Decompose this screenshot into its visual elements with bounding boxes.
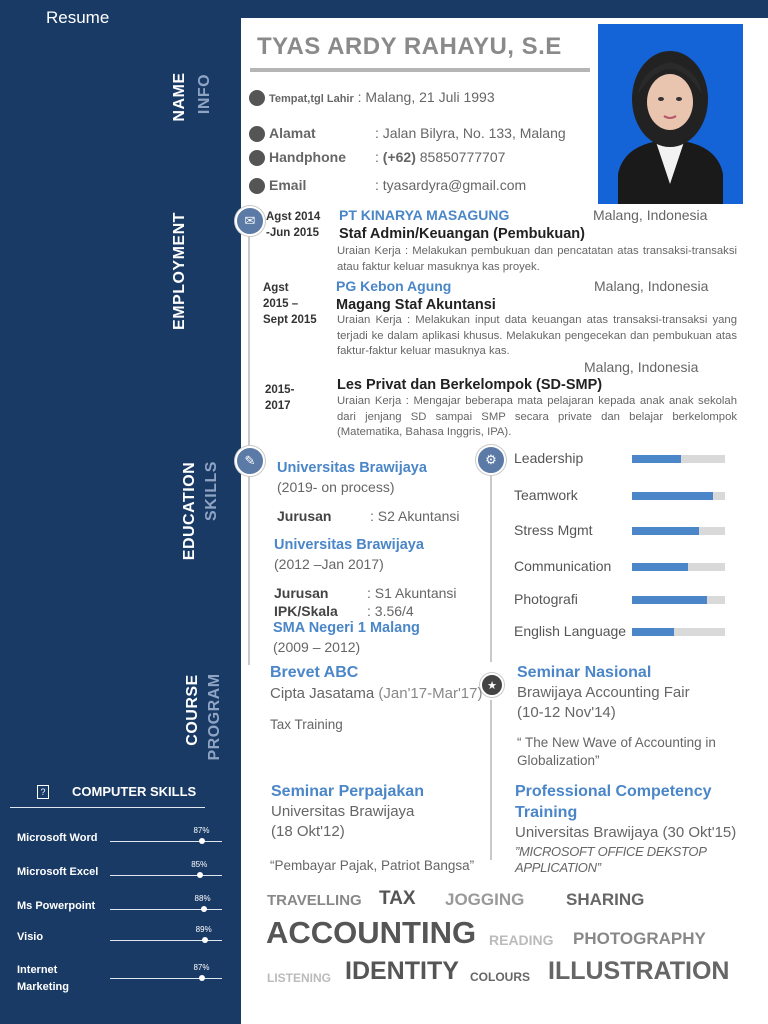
computer-skill-label: Microsoft Excel	[17, 866, 99, 878]
skill-bar-fill	[632, 596, 707, 604]
skill-bar-fill	[632, 563, 688, 571]
job2-date-line: 2015 –	[263, 298, 299, 310]
skill-bar	[632, 527, 725, 535]
school-name: SMA Negeri 1 Malang	[273, 620, 420, 636]
badge-icon: ★	[480, 673, 504, 697]
course3-quote: “Pembayar Pajak, Patriot Bangsa”	[270, 858, 475, 873]
computer-skill-percent: 87%	[193, 826, 210, 835]
computer-skill-label: Visio	[17, 931, 44, 943]
course2-title: Seminar Nasional	[517, 664, 652, 681]
job2-role: Magang Staf Akuntansi	[336, 297, 496, 313]
job2-date-line: Sept 2015	[263, 314, 317, 326]
interest-jogging: JOGGING	[445, 890, 525, 909]
job1-role: Staf Admin/Keuangan (Pembukuan)	[339, 226, 585, 242]
course1-title: Brevet ABC	[270, 664, 359, 681]
job2-date-line: Agst	[263, 282, 289, 294]
edu1-major: : S2 Akuntansi	[370, 508, 460, 524]
interest-colours: COLOURS	[470, 970, 530, 984]
interest-photography: PHOTOGRAPHY	[573, 929, 706, 948]
job3-role: Les Privat dan Berkelompok (SD-SMP)	[337, 377, 603, 393]
edu2-university: Universitas Brawijaya	[274, 537, 424, 553]
job1-location: Malang, Indonesia	[593, 207, 708, 223]
edu2-gpa: : 3.56/4	[367, 603, 414, 619]
job3-date-line: 2015-	[265, 384, 295, 396]
course1-note: Tax Training	[270, 717, 343, 732]
job3-location: Malang, Indonesia	[584, 359, 699, 375]
briefcase-icon: ✉	[235, 206, 265, 236]
course2-quote: “ The New Wave of Accounting in Globalization”	[517, 735, 716, 768]
interest-accounting: ACCOUNTING	[266, 915, 477, 950]
edu1-major-label: Jurusan	[277, 508, 332, 524]
phone-colon: :	[375, 149, 379, 165]
job2-date	[263, 280, 317, 328]
course4-org: Universitas Brawijaya (30 Okt'15)	[515, 824, 737, 841]
gears-icon: ⚙	[476, 445, 506, 475]
skill-label: Photografi	[514, 591, 578, 607]
skill-bar	[632, 596, 725, 604]
skill-bar-fill	[632, 527, 699, 535]
phone-row	[249, 149, 346, 166]
address-label: Alamat	[269, 125, 316, 141]
interest-identity: IDENTITY	[345, 957, 459, 985]
computer-skill-handle	[201, 906, 207, 912]
computer-skill-percent: 85%	[191, 860, 208, 869]
skill-label: English Language	[514, 623, 627, 639]
computer-skill-percent: 88%	[194, 894, 211, 903]
page-title: TYAS ARDY RAHAYU, S.E	[257, 33, 562, 60]
section-info-label: INFO	[196, 73, 213, 115]
interest-sharing: SHARING	[566, 890, 645, 909]
job2-desc: Uraian Kerja : Melakukan input data keuangan atas transaksi-transaksi yang terjadi ke dalam aplikasi khusus. Melakukan pengecekan dan pembukuan atas faktur-faktur keluar masuknya kas.	[337, 314, 737, 357]
computer-skills-title: COMPUTER SKILLS	[72, 784, 197, 799]
computer-skill-percent: 87%	[193, 963, 210, 972]
edu1-period: (2019- on process)	[277, 479, 395, 495]
address-value: : Jalan Bilyra, No. 133, Malang	[375, 125, 566, 141]
job3-desc: Uraian Kerja : Mengajar beberapa mata pelajaran kepada anak anak sekolah dari jenjang SD sampai SMP secara private dan belajar berkelompok (Matematika, Bahasa Inggris, IPA).	[337, 395, 737, 438]
edu2-major-label: Jurusan	[274, 585, 329, 601]
course1-period: (Jan'17-Mar'17)	[378, 685, 483, 702]
computer-skill-percent: 89%	[195, 925, 212, 934]
skill-bar	[632, 492, 725, 500]
interest-tax: TAX	[379, 888, 416, 909]
edu2-major: : S1 Akuntansi	[367, 585, 457, 601]
profile-photo	[598, 24, 743, 204]
job1-date-line: Agst 2014	[266, 211, 321, 223]
top-strip	[241, 0, 768, 18]
course2-org: Brawijaya Accounting Fair	[517, 684, 690, 701]
edu2-period: (2012 –Jan 2017)	[274, 556, 384, 572]
timeline-line	[248, 205, 250, 665]
skill-bar	[632, 563, 725, 571]
computer-skill-label: Microsoft Word	[17, 832, 98, 844]
birth-label: Tempat,tgl Lahir	[269, 93, 354, 105]
skill-label: Communication	[514, 558, 612, 574]
computer-icon: ?	[37, 785, 49, 799]
birth-value: : Malang, 21 Juli 1993	[357, 89, 495, 105]
course3-org: Universitas Brawijaya	[271, 803, 415, 820]
job1-company: PT KINARYA MASAGUNG	[339, 207, 510, 223]
course1-org: Cipta Jasatama	[270, 685, 375, 702]
job2-company: PG Kebon Agung	[336, 278, 452, 294]
course4-title-line2: Training	[515, 804, 578, 821]
skill-bar-fill	[632, 455, 681, 463]
job3-date-line: 2017	[265, 400, 291, 412]
computer-skill-track	[110, 841, 222, 842]
skill-bar	[632, 455, 725, 463]
address-row	[249, 125, 316, 142]
interest-illustration: ILLUSTRATION	[548, 957, 730, 985]
skill-bar	[632, 628, 725, 636]
mail-icon	[249, 178, 265, 194]
job3-date	[265, 382, 294, 414]
pencil-icon: ✎	[235, 446, 265, 476]
interest-reading: READING	[489, 932, 554, 948]
job2-location: Malang, Indonesia	[594, 278, 709, 294]
phone-value-row	[375, 149, 505, 165]
phone-number: 85850777707	[419, 149, 506, 165]
job1-desc: Uraian Kerja : Melakukan pembukuan dan pencatatan atas transaksi-transaksi atau faktur keluar masuknya kas proyek.	[337, 245, 737, 273]
course3-period: (18 Okt'12)	[271, 823, 345, 840]
school-period: (2009 – 2012)	[273, 639, 361, 655]
edu1-university: Universitas Brawijaya	[277, 460, 427, 476]
job1-date-line: -Jun 2015	[266, 227, 320, 239]
map-pin-icon	[249, 126, 265, 142]
birth-row	[249, 89, 495, 106]
course2-period: (10-12 Nov'14)	[517, 704, 616, 721]
phone-label: Handphone	[269, 149, 346, 165]
section-course-label: COURSE	[184, 674, 201, 746]
skill-label: Teamwork	[514, 487, 578, 503]
skill-label: Stress Mgmt	[514, 522, 593, 538]
title-underline	[250, 68, 590, 72]
job1-date	[266, 209, 320, 241]
edu2-gpa-label: IPK/Skala	[274, 603, 338, 619]
email-row	[249, 177, 306, 194]
section-program-label: PROGRAM	[206, 673, 223, 761]
computer-skills-divider	[10, 807, 205, 808]
timeline-line-right	[490, 462, 492, 662]
interest-travelling: TRAVELLING	[267, 892, 362, 909]
computer-skill-track	[110, 875, 222, 876]
section-education-label: EDUCATION	[181, 461, 198, 561]
computer-skill-track	[110, 978, 222, 979]
computer-skill-handle	[202, 937, 208, 943]
computer-skill-label: Ms Powerpoint	[17, 900, 96, 912]
phone-prefix: (+62)	[382, 149, 416, 165]
globe-icon	[249, 90, 265, 106]
course1-info	[270, 685, 483, 702]
section-name-label: NAME	[171, 72, 188, 122]
phone-icon	[249, 150, 265, 166]
resume-label: Resume	[46, 8, 110, 27]
skill-label: Leadership	[514, 450, 584, 466]
skill-bar-fill	[632, 492, 713, 500]
interest-listening: LISTENING	[267, 971, 332, 985]
skill-bar-fill	[632, 628, 674, 636]
timeline-line-right-lower	[490, 700, 492, 860]
course4-subtitle: ”MICROSOFT OFFICE DEKSTOP APPLICATION”	[515, 844, 707, 875]
section-employment-label: EMPLOYMENT	[171, 212, 188, 330]
section-skills-label: SKILLS	[203, 461, 220, 521]
email-label: Email	[269, 177, 307, 193]
email-value: : tyasardyra@gmail.com	[375, 177, 527, 193]
computer-skill-label: Internet Marketing	[17, 964, 69, 993]
course3-title: Seminar Perpajakan	[271, 783, 424, 800]
course4-title-line1: Professional Competency	[515, 783, 712, 800]
